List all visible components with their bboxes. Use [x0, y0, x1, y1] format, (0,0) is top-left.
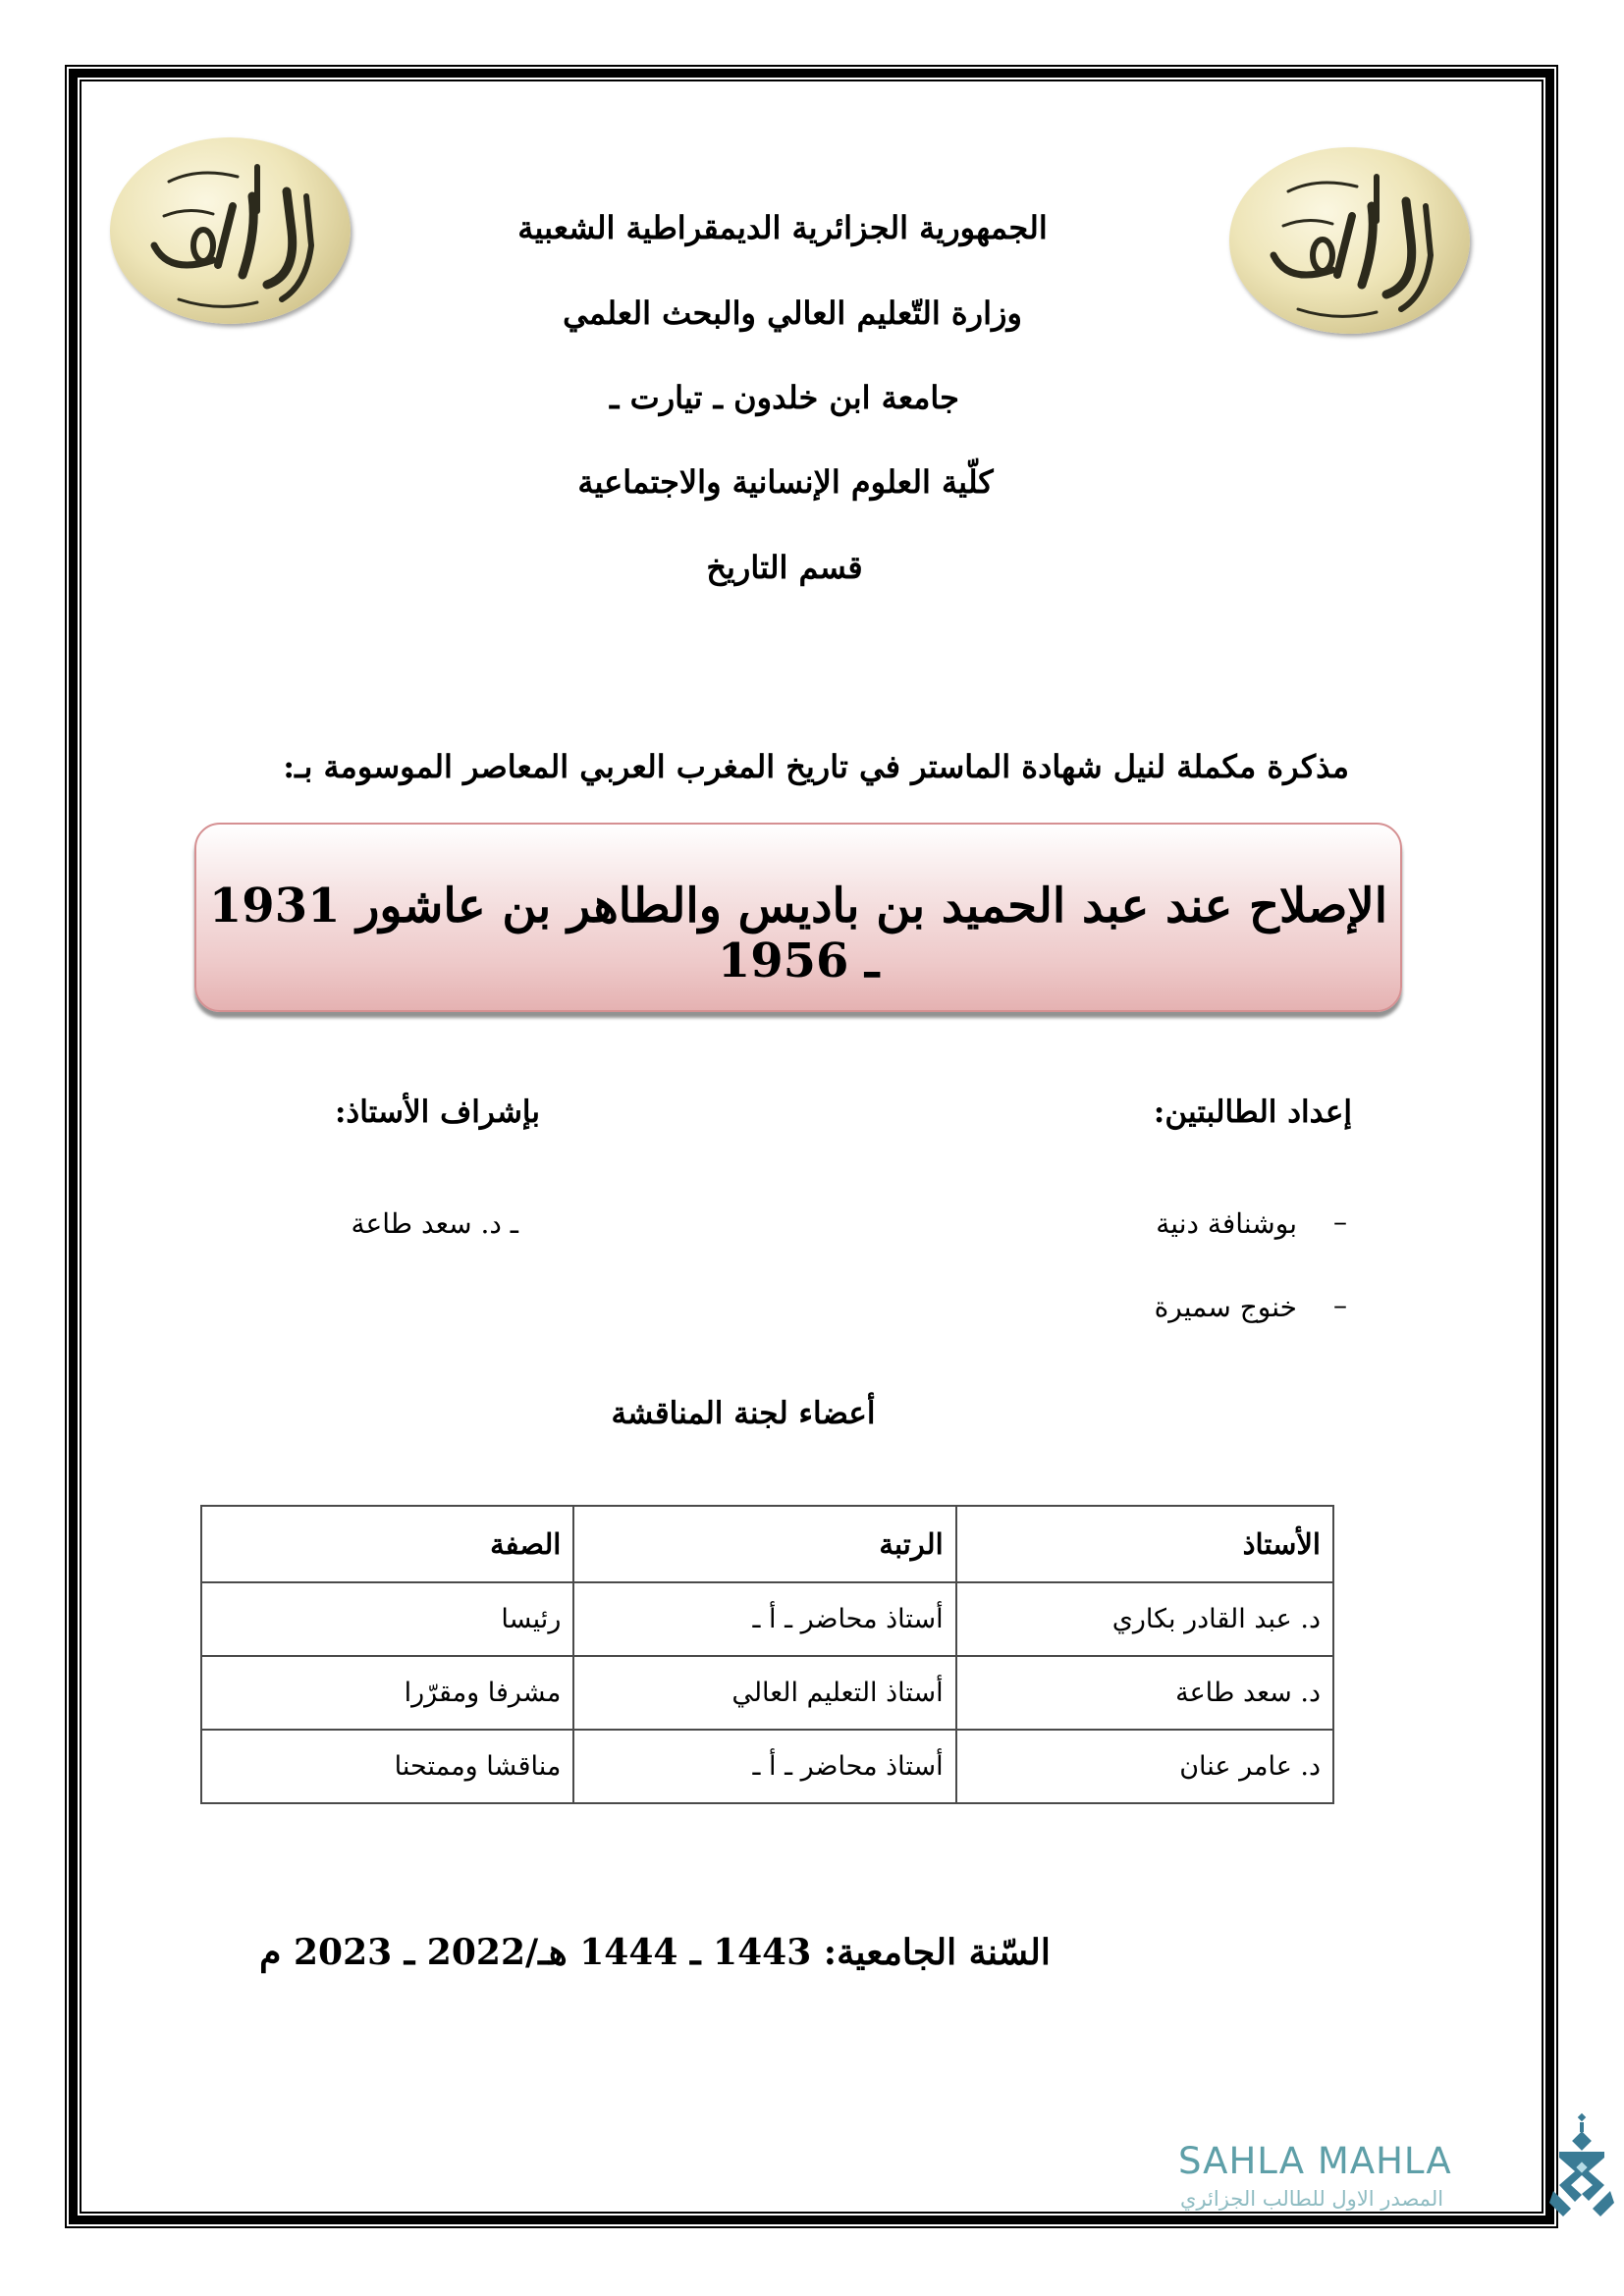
- header-rank: الرتبة: [573, 1506, 955, 1582]
- supervisor-name: ـ د. سعد طاعة: [351, 1207, 518, 1240]
- student-name-1: بوشنافة دنية: [1156, 1207, 1297, 1240]
- bullet-dash: –: [1333, 1289, 1347, 1321]
- watermark-brand: SAHLA MAHLA: [1178, 2140, 1452, 2182]
- cell-professor: د. عبد القادر بكاري: [956, 1582, 1333, 1656]
- cell-role: مناقشا وممتحنا: [201, 1730, 573, 1803]
- header-professor: الأستاذ: [956, 1506, 1333, 1582]
- cell-professor: د. سعد طاعة: [956, 1656, 1333, 1730]
- table-row: [201, 1656, 1333, 1730]
- supervisor-label: بإشراف الأستاذ:: [334, 1095, 540, 1130]
- university-name: جامعة ابن خلدون ـ تيارت ـ: [610, 379, 959, 416]
- country-name: الجمهورية الجزائرية الديمقراطية الشعبية: [517, 209, 1048, 246]
- cell-rank: أستاذ التعليم العالي: [573, 1656, 955, 1730]
- department-name: قسم التاريخ: [706, 549, 863, 586]
- thesis-title: الإصلاح عند عبد الحميد بن باديس والطاهر بن عاشور 1931 ـ 1956: [208, 879, 1388, 988]
- cell-role: مشرفا ومقرّرا: [201, 1656, 573, 1730]
- cell-rank: أستاذ محاضر ـ أ ـ: [573, 1582, 955, 1656]
- sahla-mahla-watermark: [1178, 2140, 1610, 2258]
- header-role: الصفة: [201, 1506, 573, 1582]
- thesis-subtitle: مذكرة مكملة لنيل شهادة الماستر في تاريخ المغرب العربي المعاصر الموسومة بـ:: [283, 748, 1349, 785]
- students-label: إعداد الطالبتين:: [1153, 1095, 1352, 1130]
- table-row: [201, 1582, 1333, 1656]
- watermark-tagline: المصدر الاول للطالب الجزائري: [1180, 2187, 1444, 2211]
- thesis-title-box: [194, 823, 1402, 1012]
- sahla-mahla-logo-icon: [1549, 2112, 1614, 2230]
- committee-table: [200, 1505, 1334, 1804]
- student-name-2: خنوج سميرة: [1154, 1291, 1297, 1323]
- committee-title: أعضاء لجنة المناقشة: [611, 1396, 876, 1431]
- cell-rank: أستاذ محاضر ـ أ ـ: [573, 1730, 955, 1803]
- ministry-name: وزارة التّعليم العالي والبحث العلمي: [563, 294, 1022, 332]
- academic-year: السّنة الجامعية: 1443 ـ 1444 هـ/2022 ـ 2023 م: [259, 1932, 1051, 1973]
- cell-role: رئيسا: [201, 1582, 573, 1656]
- table-row: [201, 1730, 1333, 1803]
- cell-professor: د. عامر عنان: [956, 1730, 1333, 1803]
- bullet-dash: –: [1333, 1205, 1347, 1238]
- faculty-name: كلّية العلوم الإنسانية والاجتماعية: [577, 463, 994, 501]
- table-header-row: [201, 1506, 1333, 1582]
